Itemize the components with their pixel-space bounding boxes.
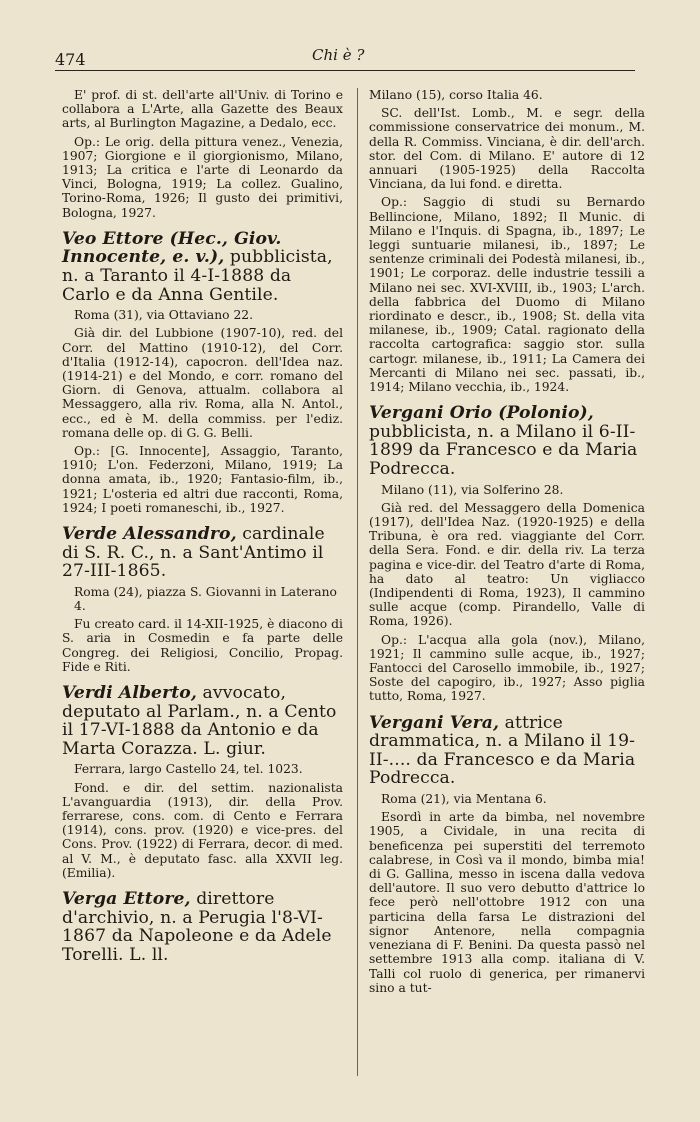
entry-description: attrice drammatica, n. a Milano il 19-II-.... da Francesco e da Maria Podrecca.: [369, 712, 636, 789]
entry-biography: Fond. e dir. del settim. nazionalista L'avanguardia (1913), dir. della Prov. ferrarese, cons. com. di Cento e Ferrara (1914), cons. prov. (1920) e vice-pres. del Cons. Prov. (1922) di Ferrara, decor. di med. al V. M., è deputato fasc. alla XXVII leg. (Emilia).: [62, 780, 343, 880]
entry-heading: [369, 404, 645, 478]
entry-name: Verde Alessandro,: [62, 524, 237, 545]
entry-biography: Fu creato card. il 14-XII-1925, è diacono di S. aria in Cosmedin e fa parte delle Congreg. dei Religiosi, Concilio, Propag. Fide e Riti.: [62, 617, 343, 674]
entry-biography: SC. dell'Ist. Lomb., M. e segr. della commissione conservatrice dei monum., M. della R. Commiss. Vinciana, è dir. dell'arch. stor. del Com. di Milano. E' autore di 12 annuari (1905-1925) della Raccolta Vinciana, da lui fond. e diretta.: [369, 106, 645, 192]
running-title: Chi è ?: [312, 46, 365, 64]
works-list: Op.: L'acqua alla gola (nov.), Milano, 1921; Il cammino sulle acque, ib., 1927; Fantocci del Carosello immobile, ib., 1927; Soste del capogiro, ib., 1927; Asso piglia tutto, Roma, 1927.: [369, 632, 645, 704]
entry-address: Roma (24), piazza S. Giovanni in Laterano 4.: [74, 584, 337, 614]
entry-description: avvocato, deputato al Parlam., n. a Cento il 17-VI-1888 da Antonio e da Marta Corazza. L. giur.: [62, 683, 337, 759]
entry-description: cardinale di S. R. C., n. a Sant'Antimo il 27-III-1865.: [62, 524, 325, 582]
page-number: 474: [55, 50, 86, 69]
works-list: Op.: Saggio di studi su Bernardo Bellincione, Milano, 1892; Il Munic. di Milano e l'Inquis. di Spagna, ib., 1897; Le leggi suntuarie milanesi, ib., 1897; Le sentenze criminali dei Podestà milanesi, ib., 1901; Le corporaz. delle industrie tessili a Milano nei sec. XVI-XVIII, ib., 1903; L'arch. della fabbrica del Duomo di Milano riordinato e descr., ib., 1908; St. della vita milanese, ib., 1909; Catal. ragionato della raccolta cartografica: saggio stor. sulla cartogr. milanese, ib., 1911; La Camera dei Mercanti di Milano nei sec. passati, ib., 1914; Milano vecchia, ib., 1924.: [369, 195, 645, 395]
entry-heading: [62, 890, 343, 964]
header-rule: [55, 70, 635, 71]
entry-description: pubblicista, n. a Taranto il 4-I-1888 da Carlo e da Anna Gentile.: [62, 247, 333, 305]
entry-address: Ferrara, largo Castello 24, tel. 1023.: [74, 762, 303, 777]
entry-heading: [62, 230, 343, 304]
entry-heading: [369, 714, 645, 788]
entry-address: Roma (21), via Mentana 6.: [381, 792, 547, 807]
works-list: Op.: Le orig. della pittura venez., Venezia, 1907; Giorgione e il giorgionismo, Milano, 1913; La critica e l'arte di Leonardo da Vinci, Bologna, 1919; La collez. Gualino, Torino-Roma, 1926; Il gusto dei primitivi, Bologna, 1927.: [62, 134, 343, 220]
entry-address: Milano (15), corso Italia 46.: [369, 88, 543, 102]
left-column: [62, 88, 343, 968]
entry-name: Veo Ettore (Hec., Giov. Innocente, e. v.),: [62, 228, 282, 268]
entry-biography: Già red. del Messaggero della Domenica (1917), dell'Idea Naz. (1920-1925) e della Tribuna, è ora red. viaggiante del Corr. della Sera. Fond. e dir. della riv. La terza pagina e vice-dir. del Teatro d'arte di Roma, ha dato al teatro: Un vigliacco (Indipendenti di Roma, 1923), Il cammino sulle acque (comp. Pirandello, Valle di Roma, 1926).: [369, 500, 645, 629]
continued-text: E' prof. di st. dell'arte all'Univ. di Torino e collabora a L'Arte, alla Gazette des Beaux arts, al Burlington Magazine, a Dedalo, ecc.: [62, 88, 343, 131]
entry-biography: Già dir. del Lubbione (1907-10), red. del Corr. del Mattino (1910-12), del Corr. d'Italia (1912-14), capocron. dell'Idea naz. (1914-21) e del Mondo, e corr. romano del Giorn. di Genova, attualm. collabora al Messaggero, alla riv. Roma, alla N. Antol., ecc., ed è M. della commiss. per l'ediz. romana delle op. di G. G. Belli.: [62, 326, 343, 440]
column-divider: [357, 88, 358, 1076]
entry-name: Vergani Vera,: [369, 712, 500, 733]
entry-name: Vergani Orio (Polonio),: [369, 403, 594, 424]
entry-description: pubblicista, n. a Milano il 6-II-1899 da Francesco e da Maria Podrecca.: [369, 421, 638, 480]
entry-name: Verdi Alberto,: [62, 683, 197, 704]
entry-biography: Esordì in arte da bimba, nel novembre 1905, a Cividale, in una recita di beneficenza pei superstiti del terremoto calabrese, in Così va il mondo, bimba mia! di G. Gallina, messo in iscena dalla vedova dell'autore. Il suo vero debutto d'attrice lo fece però nell'ottobre 1912 con una particina della farsa Le distrazioni del signor Antenore, nella compagnia veneziana di F. Benini. Da questa passò nel settembre 1913 alla comp. italiana di V. Talli col ruolo di generica, per rimanervi sino a tut-: [369, 810, 645, 995]
right-column: [369, 88, 645, 999]
entry-address: Roma (31), via Ottaviano 22.: [74, 308, 254, 323]
entry-description: direttore d'archivio, n. a Perugia l'8-VI-1867 da Napoleone e da Adele Torelli. L. ll.: [62, 889, 332, 965]
entry-name: Verga Ettore,: [62, 889, 191, 910]
entry-heading: [62, 684, 343, 758]
entry-address: Milano (11), via Solferino 28.: [381, 482, 564, 497]
entry-heading: [62, 525, 343, 581]
works-list: Op.: [G. Innocente], Assaggio, Taranto, 1910; L'on. Federzoni, Milano, 1919; La donna amata, ib., 1920; Fantasio-film, ib., 1921; L'osteria ed altri due racconti, Roma, 1924; I poeti romaneschi, ib., 1927.: [62, 444, 343, 515]
